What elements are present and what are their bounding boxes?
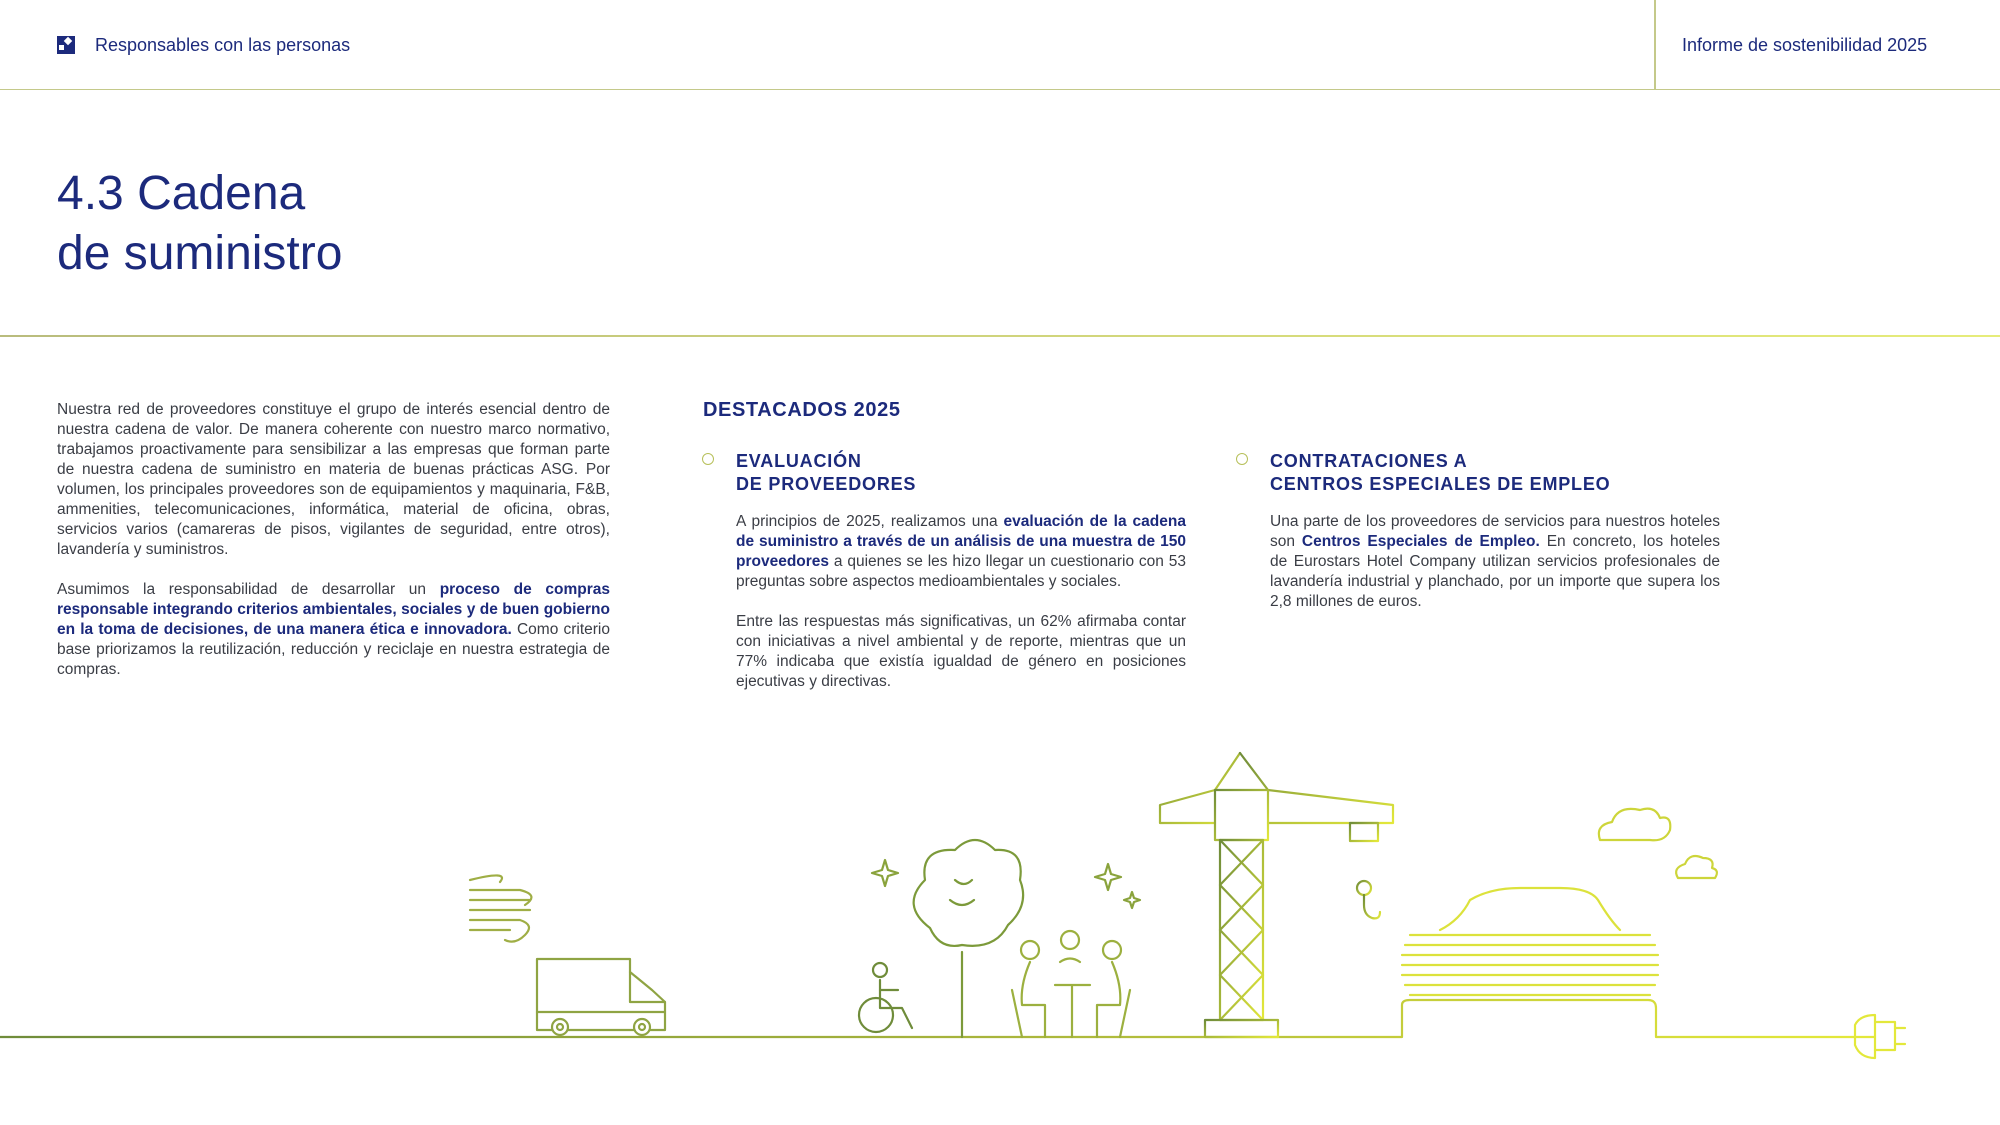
intro-p2-text-end: Como criterio base priorizamos la reutilización, reducción y reciclaje en nuestra estrategia de compras. [57,621,610,678]
highlight-paragraph-1 [1270,512,1720,612]
power-plug-icon [1852,1015,1905,1058]
highlights-title: DESTACADOS 2025 [703,399,901,421]
construction-crane-icon [1160,753,1393,1037]
highlight-heading-line-1: EVALUACIÓN [736,451,862,471]
highlight-text-end: En concreto, los hoteles de Eurostars Hotel Company utilizan servicios profesionales de lavandería industrial y planchado, por un importe que supera los 2,8 millones de euros. [1270,533,1720,610]
delivery-van-icon [537,959,665,1035]
intro-p2-text: Asumimos la responsabilidad de desarrollar un [57,581,440,598]
highlight-heading [1270,450,1720,496]
highlight-emphasis: Centros Especiales de Empleo. [1301,533,1540,550]
highlight-body [736,512,1186,692]
report-title: Informe de sostenibilidad 2025 [1682,35,1928,55]
highlight-heading-line-1: CONTRATACIONES A [1270,451,1468,471]
intro-p2-highlight: proceso de compras responsable integrando criterios ambientales, sociales y de buen gobierno en la toma de decisiones, de una manera ética e innovadora. [57,581,611,638]
highlight-special-employment-centers [1270,450,1720,632]
intro-text [57,400,610,700]
title-divider [0,335,2000,337]
bullet-circle-icon [1236,453,1248,465]
section-label: Responsables con las personas [95,35,351,55]
page-header [0,0,2000,90]
ground-line [0,1000,1852,1037]
people-meeting-icon [1012,931,1130,1037]
highlight-paragraph-1 [736,512,1186,592]
highlight-text-end: a quienes se les hizo llegar un cuestionario con 53 preguntas sobre aspectos medioambientales y sociales. [736,553,1186,590]
page-title-line-2: de suministro [57,227,343,280]
highlight-emphasis: evaluación de la cadena de suministro a través de un análisis de una muestra de 150 proveedores [736,513,1186,570]
highlight-text: A principios de 2025, realizamos una [736,513,1004,530]
laundry-building-icon [1402,888,1658,995]
sparkle-icon [872,860,1140,908]
highlight-text: Una parte de los proveedores de servicios para nuestros hoteles son [1270,513,1720,550]
bullet-circle-icon [702,453,714,465]
page-title [57,164,342,284]
highlight-supplier-evaluation [736,450,1186,712]
brand-logo-icon [57,36,75,54]
wind-icon [470,875,531,941]
intro-paragraph-2 [57,580,610,680]
highlight-heading-line-2: DE PROVEEDORES [736,474,917,494]
highlight-heading-line-2: CENTROS ESPECIALES DE EMPLEO [1270,474,1611,494]
cloud-icon [1599,809,1717,878]
tree-icon [914,840,1023,1037]
intro-paragraph-1: Nuestra red de proveedores constituye el grupo de interés esencial dentro de nuestra cadena de valor. De manera coherente con nuestro marco normativo, trabajamos proactivamente para sensibilizar a las empresas que forman parte de nuestra cadena de suministro en materia de buenas prácticas ASG. Por volumen, los principales proveedores son de equipamientos y maquinaria, F&B, ammenities, telecomunicaciones, informática, material de oficina, obras, servicios varios (camareras de pisos, vigilantes de seguridad, entre otros), lavandería y suministros. [57,401,610,558]
page-title-line-1: 4.3 Cadena [57,167,306,220]
supply-chain-illustration [0,740,2000,1070]
highlight-body [1270,512,1720,612]
wheelchair-user-icon [859,963,912,1032]
header-divider [1654,0,1656,89]
highlight-paragraph-2: Entre las respuestas más significativas, un 62% afirmaba contar con iniciativas a nivel ambiental y de reporte, mientras que un 77% indicaba que existía igualdad de género en posiciones ejecutivas y directivas. [736,613,1186,690]
highlight-heading [736,450,1186,496]
